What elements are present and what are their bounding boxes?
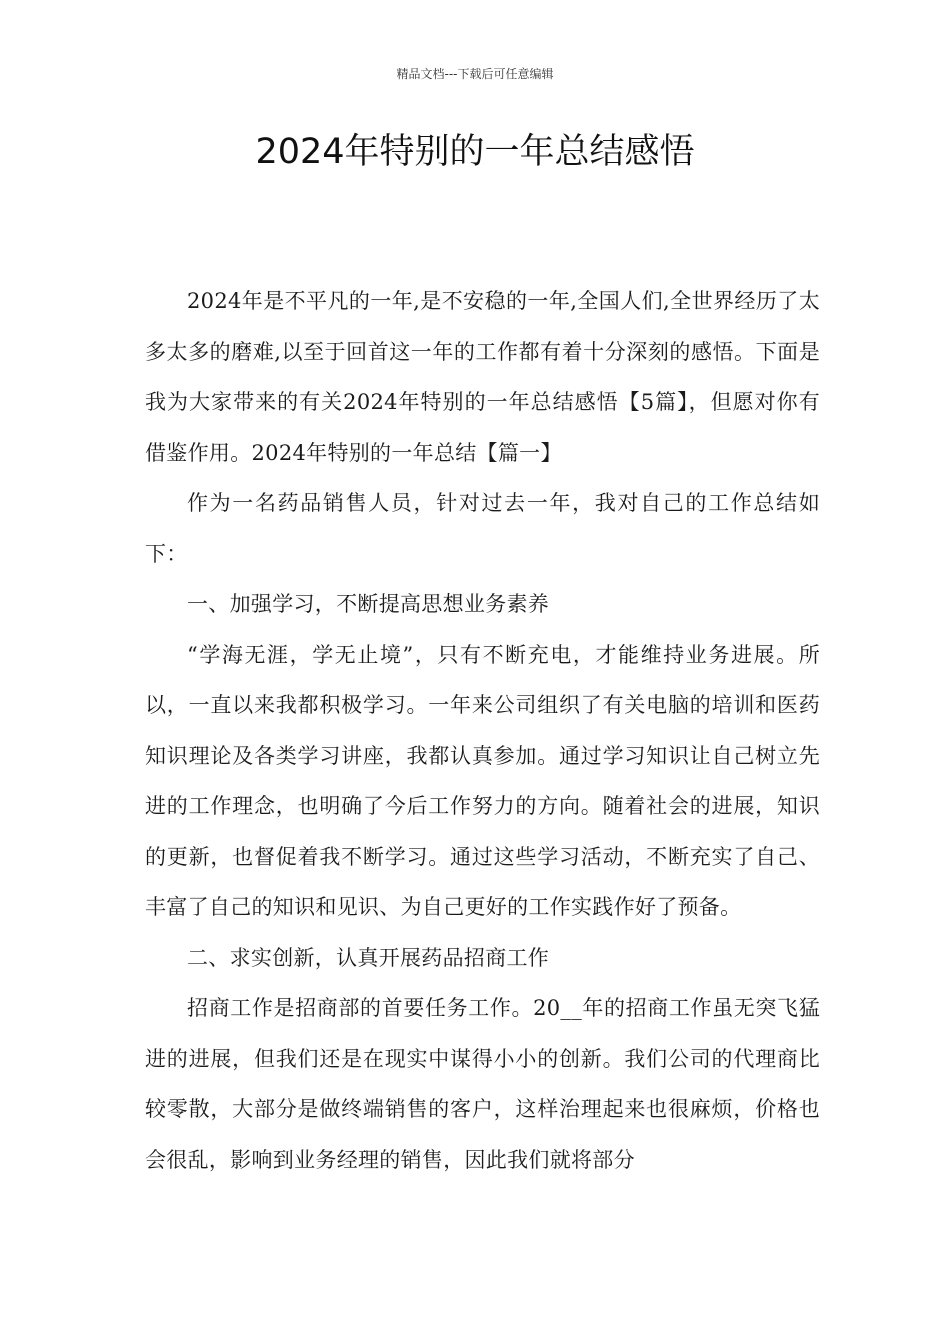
paragraph-learning: “学海无涯，学无止境”，只有不断充电，才能维持业务进展。所以，一直以来我都积极学习。一年来公司组织了有关电脑的培训和医药知识理论及各类学习讲座，我都认真参加。通过学习知识让自己树立先进的工作理念，也明确了今后工作努力的方向。随着社会的进展，知识的更新，也督促着我不断学习。通过这些学习活动，不断充实了自己、丰富了自己的知识和见识、为自己更好的工作实践作好了预备。 [145, 642, 820, 919]
paragraph-intro: 2024年是不平凡的一年,是不安稳的一年,全国人们,全世界经历了太多太多的磨难,以至于回首这一年的工作都有着十分深刻的感悟。下面是我为大家带来的有关2024年特别的一年总结感悟【5篇】，但愿对你有借鉴作用。2024年特别的一年总结【篇一】 [145, 289, 820, 465]
paragraph-summary-lead: 作为一名药品销售人员，针对过去一年，我对自己的工作总结如下： [145, 491, 820, 566]
page-header: 精品文档---下载后可任意编辑 [396, 67, 554, 81]
paragraph-investment: 招商工作是招商部的首要任务工作。20__年的招商工作虽无突飞猛进的进展，但我们还是在现实中谋得小小的创新。我们公司的代理商比较零散，大部分是做终端销售的客户，这样治理起来也很麻烦，价格也会很乱，影响到业务经理的销售，因此我们就将部分 [145, 996, 820, 1172]
document-body [145, 276, 820, 1185]
document-title: 2024年特别的一年总结感悟 [255, 132, 695, 172]
section-heading-1: 一、加强学习，不断提高思想业务素养 [187, 592, 550, 616]
section-heading-2: 二、求实创新，认真开展药品招商工作 [187, 945, 550, 970]
